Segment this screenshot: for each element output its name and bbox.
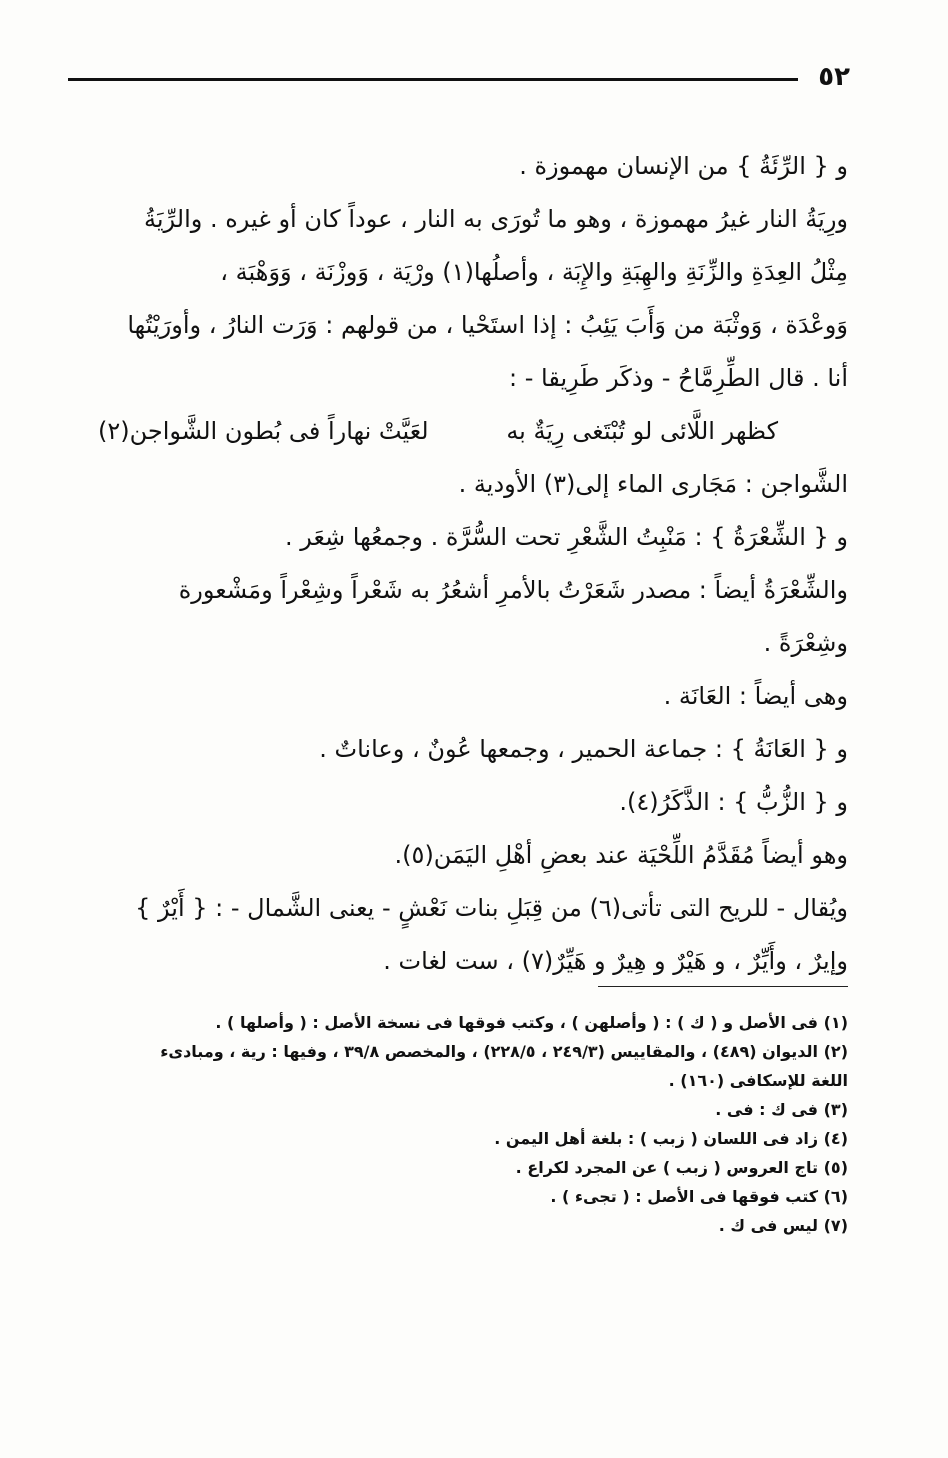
text-line: وشِعْرَةً . [763,629,848,657]
verse-first-hemistich: كظهر اللَّائى لو تُبْتَغى رِيَةٌ به [506,417,778,445]
main-text [58,140,848,988]
text-line: وإيرٌ ، وأَيِّرٌ ، و هَيْرٌ و هِيرٌ و هَيِّرٌ(٧) ، ست لغات . [383,947,848,975]
footnote: (٥) تاج العروس ( زبب ) عن المجرد لكراع . [515,1158,848,1177]
page-number: ٥٢ [818,62,850,92]
footnote-separator [598,986,848,987]
text-line: مِثْلُ العِدَةِ والزِّنَةِ والهِبَةِ والإِبَة ، وأصلُها(١) ورْيَة ، وَوزْنَة ، وَوَهْبَة ، [220,258,848,286]
footnote: (٣) فى ك : فى . [715,1100,848,1119]
text-line: وهى أيضاً : العَانَة . [663,682,848,710]
footnote: (٧) ليس فى ك . [718,1216,848,1235]
footnote: (١) فى الأصل و ( ك ) : ( وأصلهن ) ، وكتب فوقها فى نسخة الأصل : ( وأصلها ) . [215,1013,848,1032]
footnote: (٦) كتب فوقها فى الأصل : ( تجىء ) . [550,1187,848,1206]
text-line: أنا . قال الطِّرِمَّاحُ - وذكَر طَرِيقا - : [509,364,848,392]
verse-second-hemistich: لعَيَّتْ نهاراً فى بُطون الشَّواجن(٢) [98,417,429,445]
footnote: (٤) زاد فى اللسان ( زبب ) : بلغة أهل اليمن . [494,1129,848,1148]
poetry-verse [58,405,848,458]
footnote: (٢) الديوان (٤٨٩) ، والمقاييس (٢٤٩/٣ ، ٢٢٨/٥) ، والمخصص ٣٩/٨ ، وفيها : رية ، ومبادىء [160,1042,848,1061]
text-line: وهو أيضاً مُقَدَّمُ اللِّحْيَة عند بعضِ أهْلِ اليَمَن(٥). [394,841,848,869]
text-line: و { الزُّبُّ } : الذَّكَرُ(٤). [619,788,848,816]
page-header [60,62,850,102]
text-line: ويُقال - للريح التى تأتى(٦) من قِبَلِ بنات نَعْشٍ - يعنى الشَّمال - : { أَيْرٌ } [135,894,848,922]
footnote: اللغة للإسكافى (١٦٠) . [668,1071,848,1090]
text-line: الشَّواجن : مَجَارى الماء إلى(٣) الأودية . [458,470,848,498]
text-line: و { الرِّئَةُ } من الإنسان مهموزة . [519,152,848,180]
text-line: و { الشِّعْرَةُ } : مَنْبِتُ الشَّعْرِ تحت السُّرَّة . وجمعُها شِعَر . [284,523,848,551]
header-rule [68,78,798,81]
text-line: ورِيَةُ النار غيرُ مهموزة ، وهو ما تُورَى به النار ، عوداً كان أو غيره . والرِّيَةُ [143,205,848,233]
text-line: و { العَانَةُ } : جماعة الحمير ، وجمعها عُونٌ ، وعاناتٌ . [319,735,848,763]
footnotes [58,1008,848,1240]
text-line: وَوعْدَة ، وَوثْبَة من وَأَبَ يَئِبُ : إذا استَحْيا ، من قولهم : وَرَت النارُ ، وأورَيْتُها [127,311,848,339]
text-line: والشِّعْرَةُ أيضاً : مصدر شَعَرْتُ بالأمرِ أشعُرُ به شَعْراً وشِعْراً ومَشْعورة [178,576,848,604]
